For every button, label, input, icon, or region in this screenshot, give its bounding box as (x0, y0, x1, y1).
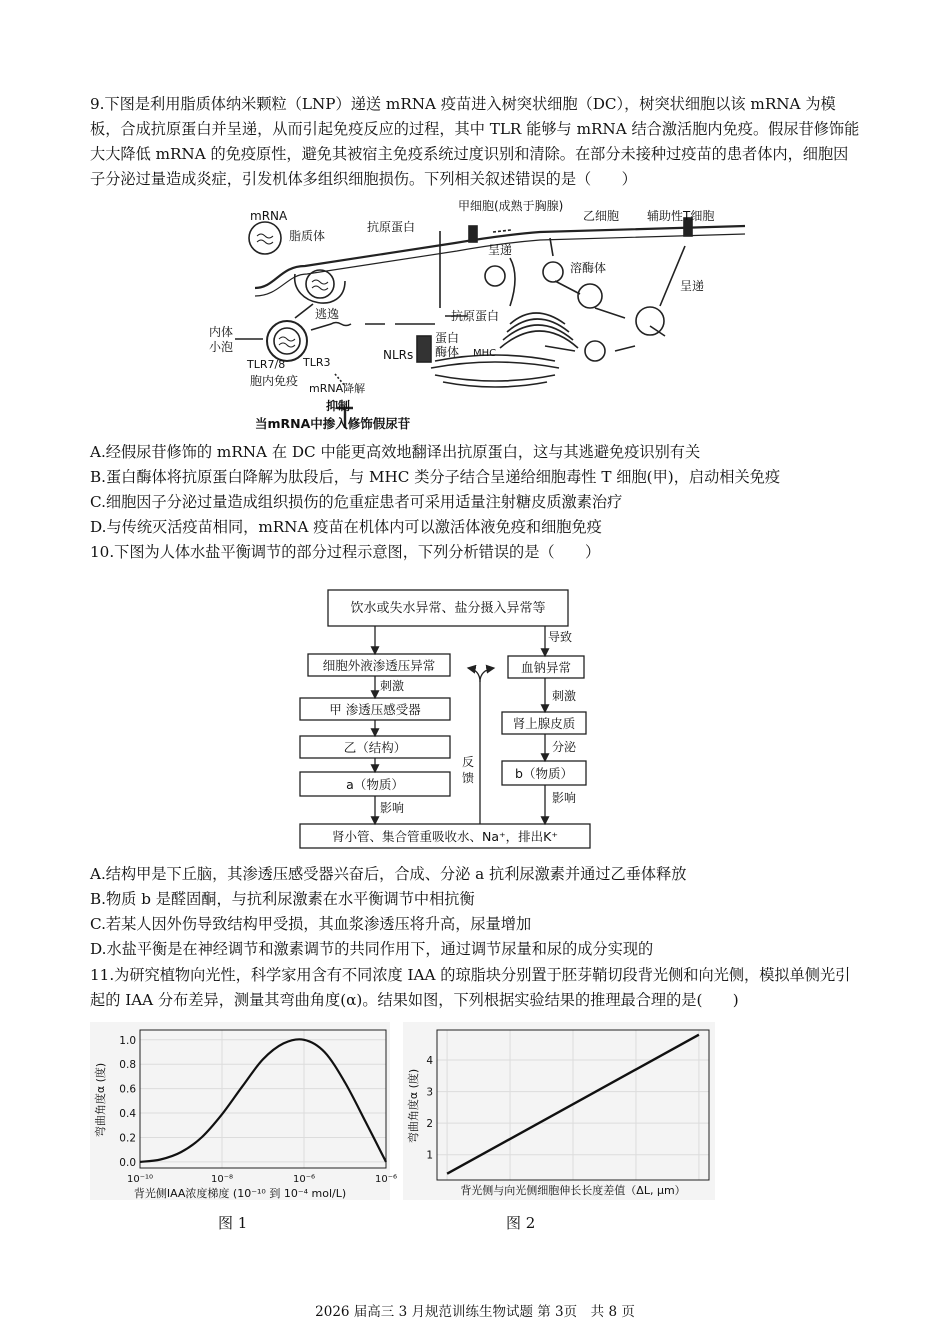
figure-1-xlabel: 背光侧IAA浓度梯度 (10⁻¹⁰ 到 10⁻⁴ mol/L) (133, 1187, 347, 1200)
figure-1-xtick-label: 10⁻⁶ (374, 1174, 398, 1185)
label-pseudo: 当mRNA中掺入修饰假尿苷 (255, 416, 411, 431)
label-lysosome: 溶酶体 (570, 261, 607, 275)
figure-2-ylabel: 弯曲角度α (度) (407, 1068, 420, 1144)
q10-box-top: 饮水或失水异常、盐分摄入异常等 (350, 601, 546, 616)
q10-option-c[interactable]: C.若某人因外伤导致结构甲受损，其血浆渗透压将升高，尿量增加 (90, 915, 532, 933)
label-cell-b: 乙细胞 (583, 209, 620, 223)
figure-2-xlabel: 背光侧与向光侧细胞伸长长度差值（ΔL, μm） (460, 1184, 686, 1197)
q9-option-d[interactable]: D.与传统灭活疫苗相同，mRNA 疫苗在机体内可以激活体液免疫和细胞免疫 (90, 518, 602, 536)
label-protease-1: 蛋白 (435, 331, 460, 345)
q10-stem: 10.下图为人体水盐平衡调节的部分过程示意图，下列分析错误的是（ ） (90, 543, 601, 561)
q10-box-bottom: 肾小管、集合管重吸收水、Na⁺，排出K⁺ (332, 829, 558, 844)
q10-flow-diagram (290, 586, 610, 856)
q10-option-d[interactable]: D.水盐平衡是在神经调节和激素调节的共同作用下，通过调节尿量和尿的成分实现的 (90, 940, 654, 958)
figure-2-ytick-label: 2 (426, 1118, 433, 1131)
figure-1-ytick-label: 0.4 (119, 1108, 136, 1121)
label-tlr78: TLR7/8 (247, 358, 286, 371)
q10-box-right2: 肾上腺皮质 (512, 716, 576, 731)
q10-option-a[interactable]: A.结构甲是下丘脑，其渗透压感受器兴奋后，合成、分泌 a 抗利尿激素并通过乙垂体释放 (90, 865, 687, 883)
q10-box-left2: 甲 渗透压感受器 (329, 702, 421, 717)
figure-1-ytick-label: 1.0 (119, 1034, 136, 1047)
q10-label-effect1: 影响 (379, 801, 405, 815)
figure-2-ytick-label: 4 (426, 1055, 433, 1067)
figure-1-xtick-label: 10⁻⁶ (292, 1174, 316, 1185)
label-helper-t: 辅助性T细胞 (647, 209, 715, 223)
q10-box-left3: 乙（结构） (343, 740, 407, 755)
figure-2-ytick-label: 3 (426, 1086, 433, 1099)
q10-box-left4: a（物质） (346, 777, 404, 792)
label-present-2: 呈递 (680, 279, 705, 293)
label-escape: 逃逸 (315, 307, 340, 321)
label-cell-a: 甲细胞(成熟于胸腺) (458, 199, 564, 213)
label-mhc: MHC (473, 348, 497, 359)
q9-option-c[interactable]: C.细胞因子分泌过量造成组织损伤的危重症患者可采用适量注射糖皮质激素治疗 (90, 493, 623, 511)
label-nlrs: NLRs (383, 348, 414, 362)
figure-1-caption: 图 1 (218, 1214, 248, 1232)
label-endosome-1: 内体 (209, 325, 234, 339)
label-protease-2: 酶体 (435, 345, 460, 359)
label-antigen-top: 抗原蛋白 (367, 220, 416, 234)
page-footer: 2026 届高三 3 月规范训练生物试题 第 3页 共 8 页 (315, 1304, 635, 1320)
q9-option-b[interactable]: B.蛋白酶体将抗原蛋白降解为肽段后，与 MHC 类分子结合呈递给细胞毒性 T 细胞(甲)，启动相关免疫 (90, 468, 781, 486)
q9-immune-diagram (195, 196, 745, 436)
label-innate: 胞内免疫 (250, 374, 299, 388)
label-mrna: mRNA (250, 209, 288, 223)
q9-option-a[interactable]: A.经假尿苷修饰的 mRNA 在 DC 中能更高效地翻译出抗原蛋白，这与其逃避免疫识别有关 (90, 443, 701, 461)
figure-1-ytick-label: 0.8 (119, 1059, 136, 1072)
q9-stem: 9.下图是利用脂质体纳米颗粒（LNP）递送 mRNA 疫苗进入树突状细胞（DC），树突状细胞以该 mRNA 为模板，合成抗原蛋白并呈递，从而引起免疫反应的过程，其中 TLR 能够与 mRNA 结合激活胞内免疫。假尿苷修饰能大大降低 mRNA 的免疫原性，避免其被宿主免疫系统过度识别和清除。在部分未接种过疫苗的患者体内，细胞因子分泌过量造成炎症，引发机体多组织细胞损伤。下列相关叙述错误的是（ ） (90, 95, 860, 188)
label-present-1: 呈递 (488, 243, 513, 257)
q10-label-secrete: 分泌 (551, 740, 577, 754)
figure-1-ylabel: 弯曲角度α (度) (94, 1062, 107, 1138)
label-inhibit: 抑制 (326, 399, 351, 413)
figure-1-xtick-label: 10⁻¹⁰ (126, 1174, 154, 1185)
label-liposome: 脂质体 (289, 229, 326, 243)
q10-option-b[interactable]: B.物质 b 是醛固酮，与抗利尿激素在水平衡调节中相抗衡 (90, 890, 475, 908)
q10-box-right1: 血钠异常 (520, 660, 572, 675)
q10-label-feedback-2: 馈 (461, 771, 475, 785)
q10-label-cause: 导致 (547, 630, 573, 644)
figure-1-ytick-label: 0.6 (119, 1083, 136, 1096)
q10-label-effect2: 影响 (551, 791, 577, 805)
q10-box-left1: 细胞外液渗透压异常 (322, 658, 436, 673)
q10-label-feedback-1: 反 (461, 755, 475, 769)
figure-2-ytick-label: 1 (426, 1149, 433, 1162)
label-degrade: mRNA降解 (309, 382, 366, 395)
label-endosome-2: 小泡 (209, 340, 234, 354)
label-tlr3: TLR3 (303, 356, 331, 369)
figure-1-xtick-label: 10⁻⁸ (210, 1174, 234, 1185)
q10-label-stim1: 刺激 (379, 679, 405, 693)
figure-1-ytick-label: 0.2 (119, 1132, 136, 1145)
figure-1-chart (90, 1022, 398, 1200)
figure-2-caption: 图 2 (506, 1214, 536, 1232)
q10-label-stim2: 刺激 (551, 689, 577, 703)
figure-1-ytick-label: 0.0 (119, 1156, 136, 1169)
q10-box-right3: b（物质） (515, 766, 573, 781)
label-antigen-mid: 抗原蛋白 (451, 309, 500, 323)
q11-stem: 11.为研究植物向光性，科学家用含有不同浓度 IAA 的琼脂块分别置于胚芽鞘切段背光侧和向光侧，模拟单侧光引起的 IAA 分布差异，测量其弯曲角度(α)。结果如图，下列根据实验结果的推理最合理的是( ) (90, 966, 851, 1009)
figure-2-chart (403, 1022, 715, 1200)
